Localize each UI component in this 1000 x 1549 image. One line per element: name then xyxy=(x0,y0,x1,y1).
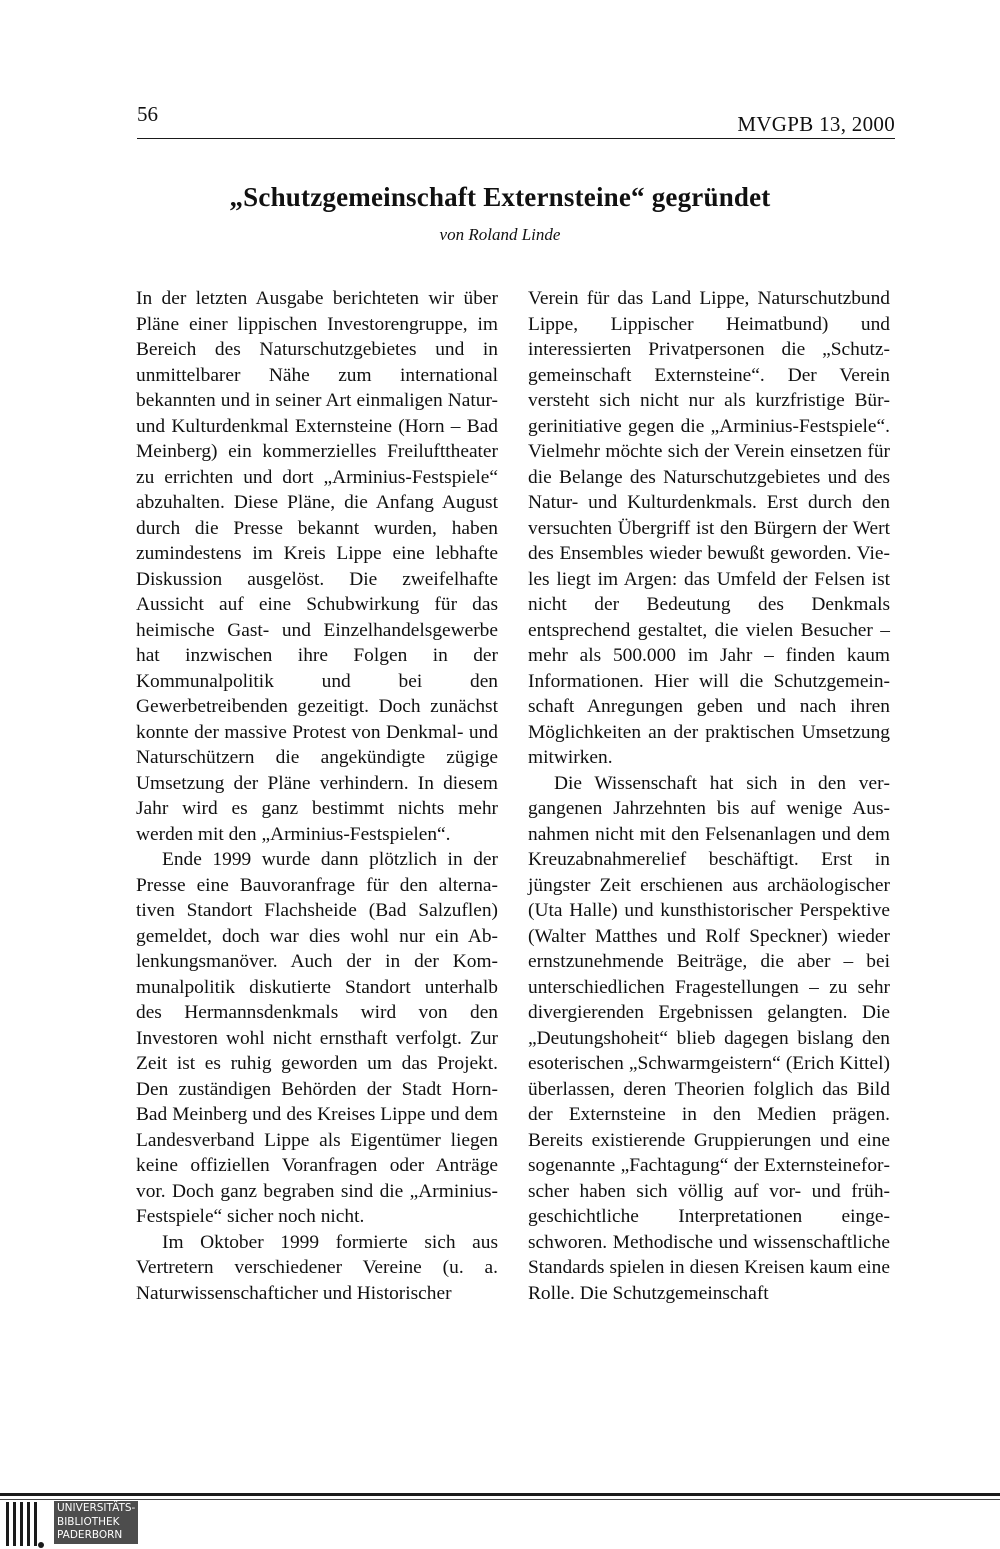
page-number: 56 xyxy=(137,102,158,126)
dot-icon xyxy=(38,1542,44,1548)
journal-reference: MVGPB 13, 2000 xyxy=(737,112,895,136)
article-title: „Schutzgemeinschaft Externsteine“ gegründet xyxy=(229,182,771,212)
library-name xyxy=(54,1501,138,1544)
library-line: PADERBORN xyxy=(57,1529,123,1541)
text-column-left xyxy=(136,286,498,1306)
paragraph: Im Oktober 1999 formierte sich aus Vertretern verschiedener Vereine (u. a. Naturwissenschafticher und Historischer xyxy=(136,1231,498,1304)
library-logo xyxy=(0,1500,160,1549)
paragraph: Die Wissenschaft hat sich in den vergangenen Jahrzehnten bis auf wenige Ausnahmen nicht mit den Felsenanlagen und dem Kreuzabnahmerelief beschäftigt. Erst in jüngster Zeit erschienen aus archäologischer (Uta Halle) und kunsthistorischer Perspektive (Walter Matthes und Rolf Speckner) wieder ernstzunehmende Beiträge, die aber – bei unterschiedlichen Fragestellungen – zu sehr divergierenden Ergebnissen gelangten. Die „Deutungshoheit“ blieb dagegen bislang den esoterischen „Schwarmgeistern“ (Erich Kittel) überlassen, deren Theorien folglich das Bild der Externsteine in den Medien prägen. Bereits existierende Gruppierungen und eine sogenannte „Fachtagung“ der Externsteineforscher haben sich völlig auf vor- und frühgeschichtliche Interpretationen eingeschworen. Methodische und wissenschaftliche Standards spielen in diesen Kreisen kaum eine Rolle. Die Schutzgemeinschaft xyxy=(528,772,890,1304)
paragraph: Ende 1999 wurde dann plötzlich in der Presse eine Bauvoranfrage für den alternativen Standort Flachsheide (Bad Salzuflen) gemeldet, doch war dies wohl nur ein Ablenkungsmanöver. Auch der in der Kommunalpolitik diskutierte Standort unterhalb des Hermannsdenkmals wird von den Investoren wohl nicht ernsthaft verfolgt. Zur Zeit ist es ruhig geworden um das Projekt. Den zuständigen Behörden der Stadt Horn-Bad Meinberg und des Kreises Lippe und dem Landesverband Lippe als Eigentümer liegen keine offiziellen Voranfragen oder Anträge vor. Doch ganz begraben sind die „Arminius-Festspiele“ sicher noch nicht. xyxy=(136,849,498,1227)
paragraph: Verein für das Land Lippe, Naturschutzbund Lippe, Lippischer Heimatbund) und interessierten Privatpersonen die „Schutzgemeinschaft Externsteine“. Der Verein versteht sich nicht nur als kurzfristige Bürgerinitiative gegen die „Arminius-Festspiele“. Vielmehr möchte sich der Verein einsetzen für die Belange des Naturschutzgebietes und des Natur- und Kulturdenkmals. Erst durch den versuchten Übergriff ist den Bürgern der Wert des Ensembles wieder bewußt geworden. Vieles liegt im Argen: das Umfeld der Felsen ist nicht der Bedeutung des Denkmals entsprechend gestaltet, die vielen Besucher – mehr als 500.000 im Jahr – finden kaum Informationen. Hier will die Schutzgemeinschaft Anregungen geben und nach ihren Möglichkeiten an der praktischen Umsetzung mitwirken. xyxy=(528,288,890,768)
library-line: UNIVERSITÄTS- xyxy=(57,1502,136,1514)
running-header xyxy=(137,98,895,139)
library-line: BIBLIOTHEK xyxy=(57,1515,120,1528)
footer-rule xyxy=(0,1493,1000,1496)
article-byline: von Roland Linde xyxy=(439,225,561,244)
text-column-right xyxy=(528,286,890,1306)
paragraph: In der letzten Ausgabe berichteten wir über Pläne einer lippischen Investorengruppe, im Bereich des Naturschutzgebietes und in unmittelbarer Nähe zum international bekannten und in seiner Art einmaligen Natur- und Kulturdenkmal Externsteine (Horn – Bad Meinberg) ein kommerzielles Freilufttheater zu errichten und dort „Arminius-Festspiele“ abzuhalten. Diese Pläne, die Anfang August durch die Presse bekannt wurden, haben zumindestens im Kreis Lippe eine lebhafte Diskussion ausgelöst. Die zweifelhafte Aussicht auf eine Schubwirkung für das heimische Gast- und Einzelhandelsgewerbe hat inzwischen ihre Folgen in der Kommunalpolitik und bei den Gewerbetreibenden gezeitigt. Doch zunächst konnte der massive Protest von Denkmal- und Naturschützern die angekündigte zügige Umsetzung der Pläne verhindern. In diesem Jahr wird es ganz bestimmt nichts mehr werden mit den „Arminius-Festspielen“. xyxy=(136,288,498,845)
